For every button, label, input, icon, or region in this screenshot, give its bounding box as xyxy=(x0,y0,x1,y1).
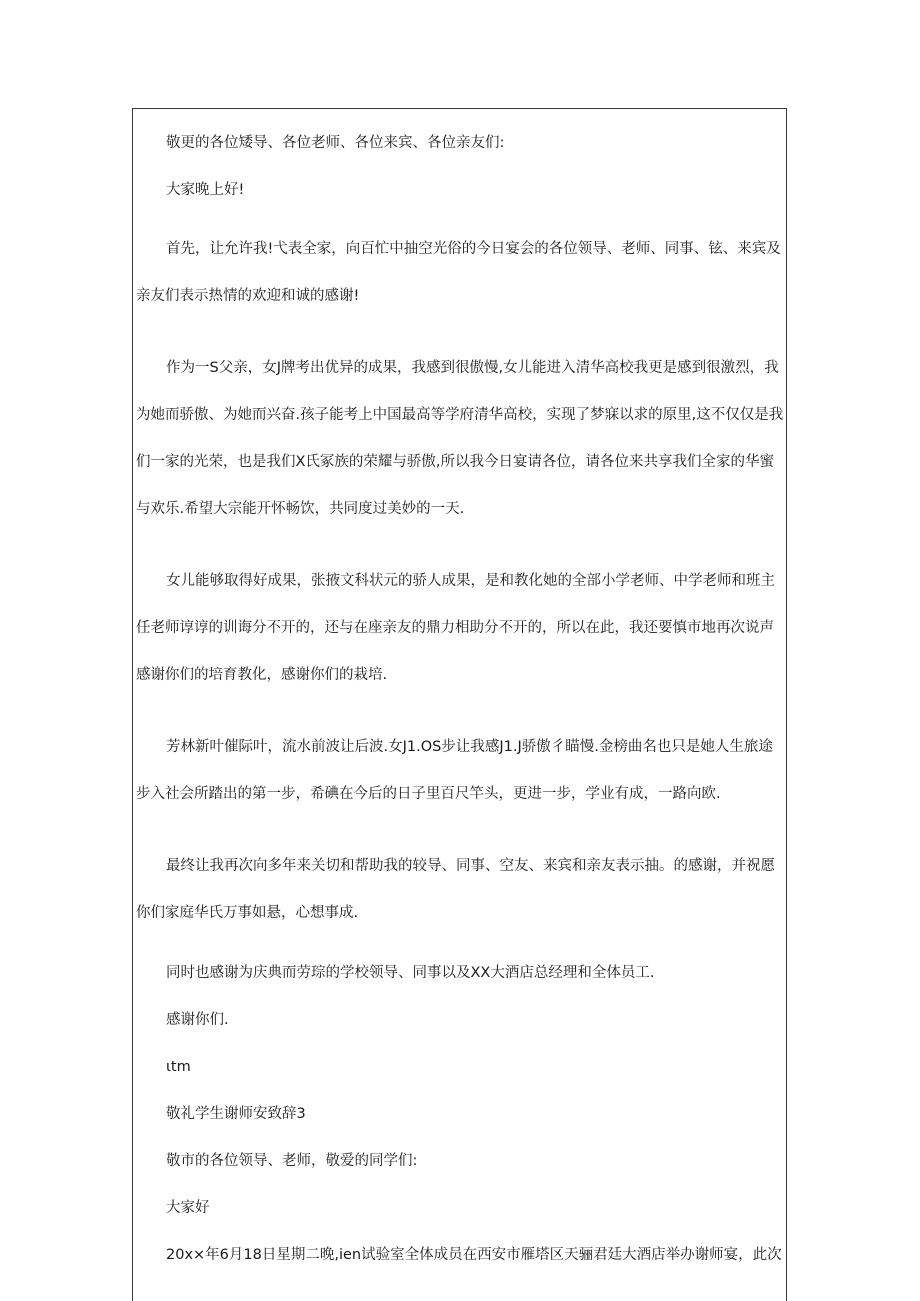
paragraph-welcome: 首先，让允许我!弋表全家，向百忙中抽空光俗的今日宴会的各位领导、老师、同事、铉、来宾及亲友们表示热情的欢迎和诚的感谢! xyxy=(136,241,781,304)
paragraph-final-thanks: 最终让我再次向多年来关切和帮助我的较导、同事、空友、来宾和亲友表示抽。的感谢，并祝愿你们家庭华氏万事如悬，心想事成. xyxy=(136,858,775,921)
paragraph-teachers: 女儿能够取得好成果，张掖文科状元的骄人成果，是和教化她的全部小学老师、中学老师和班主任老师谆谆的训诲分不开的，还与在座亲友的鼎力相助分不开的，所以在此，我还要慎市地再次说声感谢你们的培育教化，感谢你们的栽培. xyxy=(136,573,775,683)
paragraph-event-date: 20x×年6月18日星期二晚,ien试验室全体成员在西安市雁塔区天骊君廷大酒店举办谢师宴，此次 xyxy=(166,1247,782,1263)
paragraph-hotel-thanks: 同时也感谢为庆典而劳琮的学校领导、同事以及XX大酒店总经理和全体员工. xyxy=(166,965,655,981)
paragraph-future: 芳林新叶催际叶，流水前波让后波.女J1.OS步让我感J1.J骄傲彳瞄慢.金榜曲名也只是她人生旅途步入社会所踏出的第一步，希碘在今后的日子里百尺竿头，更进一步，学业有成，一路向欧. xyxy=(136,739,773,802)
section-heading: 敬礼学生谢师安致辞3 xyxy=(166,1106,306,1122)
second-greeting: 大家好 xyxy=(166,1200,210,1216)
salutation: 敬更的各位矮导、各位老师、各位来宾、各位亲友们: xyxy=(166,135,505,151)
closing-thanks: 感谢你们. xyxy=(166,1012,229,1028)
second-salutation: 敬市的各位领导、老师，敬爱的同学们: xyxy=(166,1153,418,1169)
fragment-line: ιtm xyxy=(166,1059,191,1075)
paragraph-father: 作为一S父亲，女J牌考出优异的成果，我感到很傲慢,女儿能进入清华高校我更是感到很激烈，我为她而骄傲、为她而兴奋.孩子能考上中国最高等学府清华高校，实现了梦寐以求的原里,这不仅仅是我们一家的光荣，也是我们X氏冢族的荣耀与骄傲,所以我今日宴请各位，请各位来共享我们全家的华蜜与欢乐.希望大宗能开怀畅饮，共同度过美妙的一天. xyxy=(136,360,784,517)
document-body xyxy=(136,132,784,1291)
greeting: 大家晚上好! xyxy=(166,182,245,198)
